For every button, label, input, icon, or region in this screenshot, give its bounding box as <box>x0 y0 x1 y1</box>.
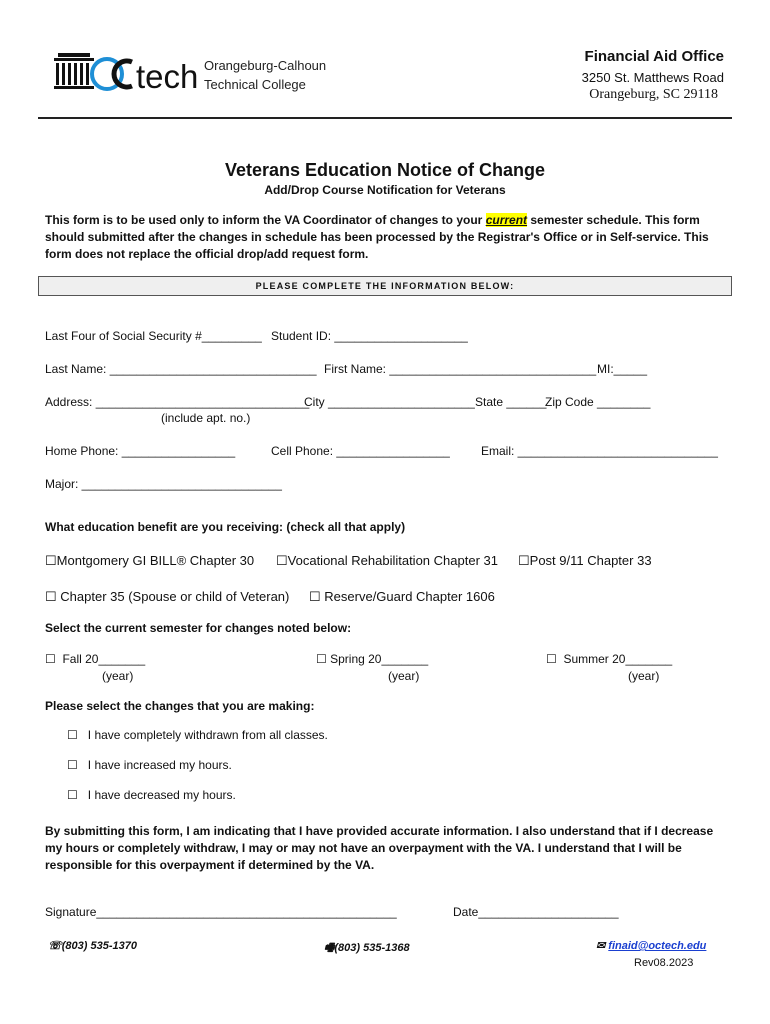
change-option-label: I have increased my hours. <box>87 758 232 772</box>
major-field[interactable]: Major: ______________________________ <box>45 477 282 491</box>
semester-option-summer[interactable] <box>546 652 672 666</box>
footer-fax-number: (803) 535-1368 <box>334 942 410 954</box>
checkbox-icon[interactable]: ☐ <box>309 589 321 604</box>
benefit-option-chapter31[interactable] <box>276 553 498 569</box>
change-option-decreased[interactable] <box>67 788 236 802</box>
email-field[interactable]: Email: ______________________________ <box>481 444 718 458</box>
checkbox-icon[interactable]: ☐ <box>518 553 530 568</box>
changes-question: Please select the changes that you are making: <box>45 699 315 713</box>
attestation-statement: By submitting this form, I am indicating that I have provided accurate information. I also understand that if I decrease my hours or completely withdraw, I may or may not have an overpayment with the VA. I understand that I will be responsible for this overpayment if determined by the VA. <box>45 824 714 872</box>
intro-text-start: This form is to be used only to inform the VA Coordinator of changes to your <box>45 213 486 227</box>
semester-option-fall[interactable] <box>45 652 145 666</box>
email-link[interactable]: finaid@octech.edu <box>608 940 707 952</box>
checkbox-icon[interactable]: ☐ <box>67 788 78 802</box>
header-divider <box>38 117 732 119</box>
footer-phone <box>48 939 137 952</box>
checkbox-icon[interactable]: ☐ <box>546 652 557 666</box>
semester-question: Select the current semester for changes noted below: <box>45 621 352 635</box>
office-address-line1: 3250 St. Matthews Road <box>581 70 724 85</box>
footer-email <box>596 939 706 952</box>
email-icon: ✉ <box>596 940 606 952</box>
revision-label: Rev08.2023 <box>634 957 694 969</box>
first-name-field[interactable]: First Name: _______________________________ <box>324 362 597 376</box>
benefit-option-chapter1606[interactable] <box>309 589 495 605</box>
change-option-withdrawn[interactable] <box>67 728 328 742</box>
fax-icon: 🖷 <box>324 942 335 954</box>
benefit-option-chapter35[interactable] <box>45 589 289 605</box>
year-label: (year) <box>628 669 660 683</box>
benefits-question: What education benefit are you receiving: (check all that apply) <box>45 520 406 534</box>
benefit-option-label: Montgomery GI BILL® Chapter 30 <box>56 553 255 568</box>
benefit-option-label: Chapter 35 (Spouse or child of Veteran) <box>60 589 290 604</box>
form-title: Veterans Education Notice of Change <box>224 160 546 180</box>
footer-phone-number: (803) 535-1370 <box>61 940 137 952</box>
svg-text:Orangeburg-Calhoun: Orangeburg-Calhoun <box>204 58 327 73</box>
phone-icon: ☏ <box>48 940 62 952</box>
city-field[interactable]: City ______________________ <box>304 395 475 409</box>
office-title: Financial Aid Office <box>584 48 724 65</box>
octech-logo <box>52 44 327 100</box>
checkbox-icon[interactable]: ☐ <box>45 553 57 568</box>
change-option-increased[interactable] <box>67 758 232 772</box>
student-id-field[interactable]: Student ID: ____________________ <box>271 329 468 343</box>
benefit-option-chapter33[interactable] <box>518 553 652 569</box>
intro-text-end: semester schedule. This form should submitted after the changes in schedule has been processed by the Registrar's Office or in Self-service. This form does not replace the official drop/add request form. <box>45 213 709 261</box>
section-banner: PLEASE COMPLETE THE INFORMATION BELOW: <box>38 276 732 296</box>
home-phone-field[interactable]: Home Phone: _________________ <box>45 444 236 458</box>
year-label: (year) <box>388 669 420 683</box>
checkbox-icon[interactable]: ☐ <box>45 652 56 666</box>
office-address-line2: Orangeburg, SC 29118 <box>589 87 718 102</box>
zip-field[interactable]: Zip Code ________ <box>545 395 651 409</box>
semester-option-label: Fall 20_______ <box>62 652 146 666</box>
cell-phone-field[interactable]: Cell Phone: _________________ <box>271 444 450 458</box>
checkbox-icon[interactable]: ☐ <box>67 728 78 742</box>
semester-option-spring[interactable] <box>316 652 428 666</box>
address-note: (include apt. no.) <box>161 411 251 425</box>
year-label: (year) <box>102 669 134 683</box>
form-intro <box>45 212 735 263</box>
benefit-option-label: Reserve/Guard Chapter 1606 <box>324 589 495 604</box>
svg-text:Technical College: Technical College <box>204 77 306 92</box>
footer-fax <box>324 939 410 958</box>
checkbox-icon[interactable]: ☐ <box>45 589 57 604</box>
checkbox-icon[interactable]: ☐ <box>67 758 78 772</box>
benefit-option-label: Post 9/11 Chapter 33 <box>529 553 652 568</box>
ssn-field[interactable]: Last Four of Social Security #_________ <box>45 329 262 343</box>
last-name-field[interactable]: Last Name: _______________________________ <box>45 362 317 376</box>
signature-field[interactable]: Signature_____________________________________________ <box>45 905 397 919</box>
benefit-option-label: Vocational Rehabilitation Chapter 31 <box>287 553 498 568</box>
semester-option-label: Summer 20_______ <box>563 652 673 666</box>
checkbox-icon[interactable]: ☐ <box>276 553 288 568</box>
change-option-label: I have completely withdrawn from all classes. <box>87 728 328 742</box>
mi-field[interactable]: MI:_____ <box>597 362 648 376</box>
benefit-option-chapter30[interactable] <box>45 553 254 569</box>
change-option-label: I have decreased my hours. <box>87 788 236 802</box>
intro-highlight: current <box>485 213 528 227</box>
date-field[interactable]: Date_____________________ <box>453 905 619 919</box>
address-field[interactable]: Address: ________________________________ <box>45 395 310 409</box>
svg-text:tech: tech <box>136 58 199 95</box>
state-field[interactable]: State ______ <box>475 395 547 409</box>
form-subtitle: Add/Drop Course Notification for Veterans <box>264 183 506 197</box>
checkbox-icon[interactable]: ☐ <box>316 652 327 666</box>
semester-option-label: Spring 20_______ <box>330 652 429 666</box>
